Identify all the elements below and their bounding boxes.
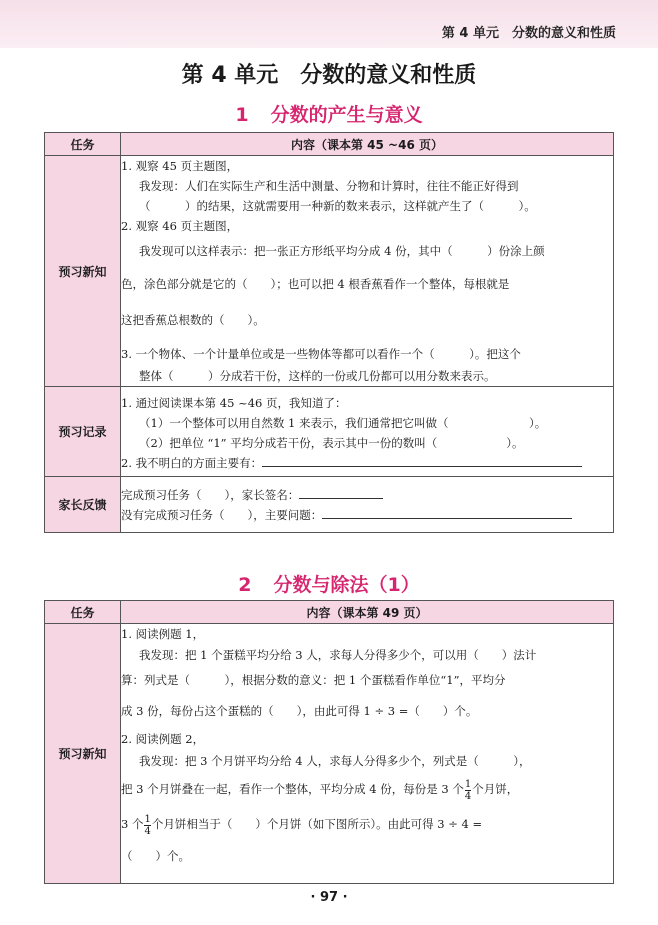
lesson-2-number: 2 (238, 574, 252, 596)
text-line (121, 806, 613, 842)
text-line-label: 完成预习任务（ ），家长签名： (121, 488, 300, 502)
lesson-2-title (0, 570, 658, 597)
text-line-part: 个月饼相当于（ ）个月饼（如下图所示）。由此可得 3 ÷ 4 = (151, 817, 483, 831)
row-label-record: 预习记录 (45, 387, 121, 477)
text-line: （1）一个整体可以用自然数 1 来表示，我们通常把它叫做（ ）。 (139, 416, 547, 430)
unit-title: 第 4 单元 分数的意义和性质 (181, 63, 477, 88)
text-line-label: 没有完成预习任务（ ），主要问题： (121, 508, 323, 522)
text-line: 1. 通过阅读课本第 45 ~46 页，我知道了： (121, 396, 347, 410)
running-head: 第 4 单元 分数的意义和性质 (441, 26, 616, 41)
text-line-part: 个月饼， (472, 782, 519, 796)
text-line: 2. 阅读例题 2， (121, 732, 205, 746)
col-header-task: 任务 (45, 133, 121, 156)
feedback-content (121, 477, 614, 533)
text-line-label: 2. 我不明白的方面主要有： (121, 456, 263, 470)
fraction-one-quarter (465, 779, 471, 802)
text-line: （2）把单位 “1” 平均分成若干份，表示其中一份的数叫（ ）。 (139, 436, 524, 450)
text-line (121, 453, 613, 473)
lesson-2-table (44, 600, 614, 884)
answer-line[interactable] (262, 454, 582, 467)
text-line: 这把香蕉总根数的（ ）。 (121, 313, 265, 327)
lesson-1-title-text: 分数的产生与意义 (270, 104, 423, 126)
text-line: 整体（ ）分成若干份，这样的一份或几份都可以用分数来表示。 (139, 369, 496, 383)
page-number: · 97 · (310, 890, 348, 905)
problem-line[interactable] (322, 506, 572, 519)
lesson-1-table (44, 132, 614, 533)
fraction-denominator: 4 (464, 790, 472, 802)
text-line (121, 485, 613, 505)
text-line: 2. 观察 46 页主题图， (121, 219, 239, 233)
text-line: 成 3 份，每份占这个蛋糕的（ ），由此可得 1 ÷ 3 =（ ）个。 (121, 704, 478, 718)
lesson-2-title-text: 分数与除法（1） (273, 574, 420, 596)
record-content (121, 387, 614, 477)
row-label-preview: 预习新知 (45, 624, 121, 884)
fraction-numerator: 1 (144, 813, 151, 825)
lesson-1-title (0, 100, 658, 127)
lesson-1-number: 1 (235, 104, 249, 126)
col-header-content: 内容（课本第 49 页） (121, 601, 614, 624)
text-line: 我发现可以这样表示：把一张正方形纸平均分成 4 份，其中（ ）份涂上颜 (139, 244, 545, 258)
text-line: 1. 观察 45 页主题图， (121, 159, 239, 173)
text-line: 3. 一个物体、一个计量单位或是一些物体等都可以看作一个（ ）。把这个 (121, 347, 521, 361)
text-line: 我发现：把 3 个月饼平均分给 4 人，求每人分得多少个，列式是（ ）， (139, 754, 531, 768)
signature-line[interactable] (299, 486, 383, 499)
col-header-task: 任务 (45, 601, 121, 624)
text-line-part: 把 3 个月饼叠在一起，看作一个整体，平均分成 4 份，每份是 3 个 (121, 782, 464, 796)
text-line: （ ）的结果，这就需要用一种新的数来表示，这样就产生了（ ）。 (139, 199, 536, 213)
fraction-one-quarter (144, 814, 150, 837)
text-line: （ ）个。 (121, 849, 190, 863)
fraction-denominator: 4 (144, 825, 151, 837)
text-line-part: 3 个 (121, 817, 144, 831)
preview-content (121, 624, 614, 884)
preview-content (121, 156, 614, 387)
text-line (121, 505, 613, 525)
text-line: 1. 阅读例题 1， (121, 627, 205, 641)
text-line: 我发现：把 1 个蛋糕平均分给 3 人，求每人分得多少个，可以用（ ）法计 (139, 648, 537, 662)
text-line (121, 772, 613, 806)
text-line: 算：列式是（ ），根据分数的意义：把 1 个蛋糕看作单位“1”，平均分 (121, 673, 506, 687)
col-header-content: 内容（课本第 45 ~46 页） (121, 133, 614, 156)
text-line: 我发现：人们在实际生产和生活中测量、分物和计算时，往往不能正好得到 (139, 179, 519, 193)
text-line: 色，涂色部分就是它的（ ）；也可以把 4 根香蕉看作一个整体，每根就是 (121, 277, 510, 291)
row-label-preview: 预习新知 (45, 156, 121, 387)
fraction-numerator: 1 (464, 778, 472, 790)
row-label-feedback: 家长反馈 (45, 477, 121, 533)
